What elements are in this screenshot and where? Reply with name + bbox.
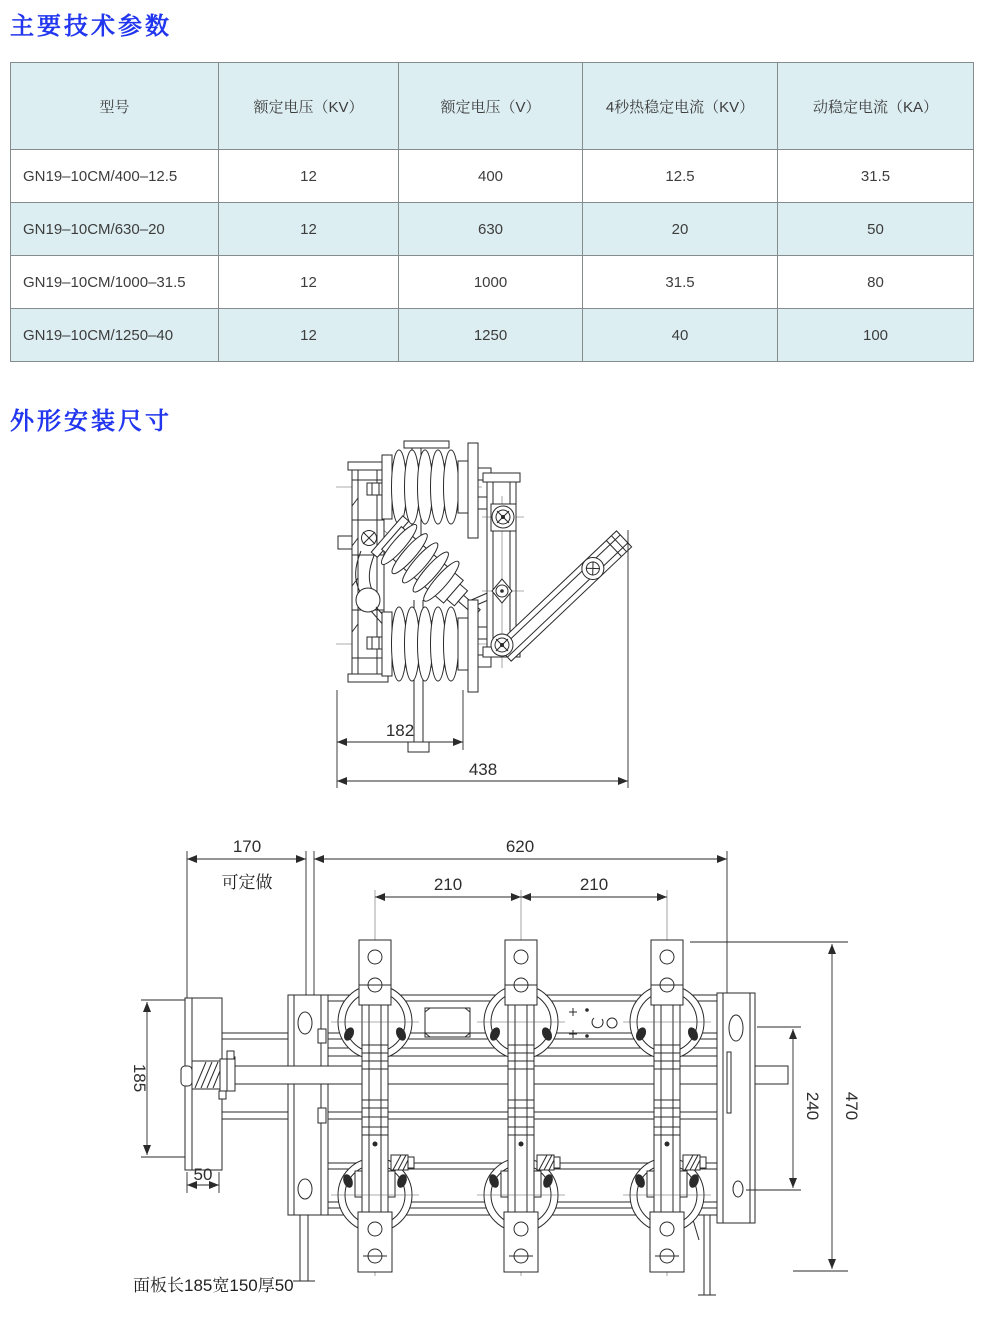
col-header-rated-current: 额定电压（V） (399, 63, 583, 150)
dim-label-170: 170 (232, 837, 262, 856)
section-title-main-params: 主要技术参数 (10, 13, 172, 40)
col-header-thermal-current: 4秒热稳定电流（KV） (583, 63, 778, 150)
cell: 1000 (399, 256, 583, 309)
cell: 12.5 (583, 150, 778, 203)
dim-label-620: 620 (505, 837, 535, 856)
section-title-dimensions: 外形安装尺寸 (10, 408, 172, 435)
side-view-drawing (336, 441, 632, 788)
cell: 50 (778, 203, 974, 256)
cell: 400 (399, 150, 583, 203)
dim-label-240: 240 (803, 1091, 822, 1121)
dim-label-210-right: 210 (579, 875, 609, 894)
col-header-rated-voltage: 额定电压（KV） (219, 63, 399, 150)
dim-label-182: 182 (385, 721, 415, 740)
cell: 12 (219, 309, 399, 362)
cell: 12 (219, 256, 399, 309)
cell: 31.5 (583, 256, 778, 309)
cell: 630 (399, 203, 583, 256)
cell: 12 (219, 150, 399, 203)
cell: 1250 (399, 309, 583, 362)
dim-label-185: 185 (130, 1063, 149, 1093)
cell: 40 (583, 309, 778, 362)
cell-model: GN19–10CM/1000–31.5 (11, 256, 219, 309)
dim-label-470: 470 (842, 1091, 861, 1121)
cell-model: GN19–10CM/1250–40 (11, 309, 219, 362)
front-view-drawing (130, 837, 861, 1295)
note-customizable: 可定做 (221, 873, 273, 892)
dim-label-50: 50 (193, 1165, 213, 1184)
dim-label-438: 438 (468, 760, 498, 779)
cell-model: GN19–10CM/630–20 (11, 203, 219, 256)
cell: 80 (778, 256, 974, 309)
cell: 31.5 (778, 150, 974, 203)
cell-model: GN19–10CM/400–12.5 (11, 150, 219, 203)
cell: 12 (219, 203, 399, 256)
cell: 20 (583, 203, 778, 256)
col-header-model: 型号 (11, 63, 219, 150)
dim-label-210-left: 210 (433, 875, 463, 894)
col-header-dynamic-current: 动稳定电流（KA） (778, 63, 974, 150)
cell: 100 (778, 309, 974, 362)
panel-size-note: 面板长185宽150厚50 (133, 1276, 294, 1295)
